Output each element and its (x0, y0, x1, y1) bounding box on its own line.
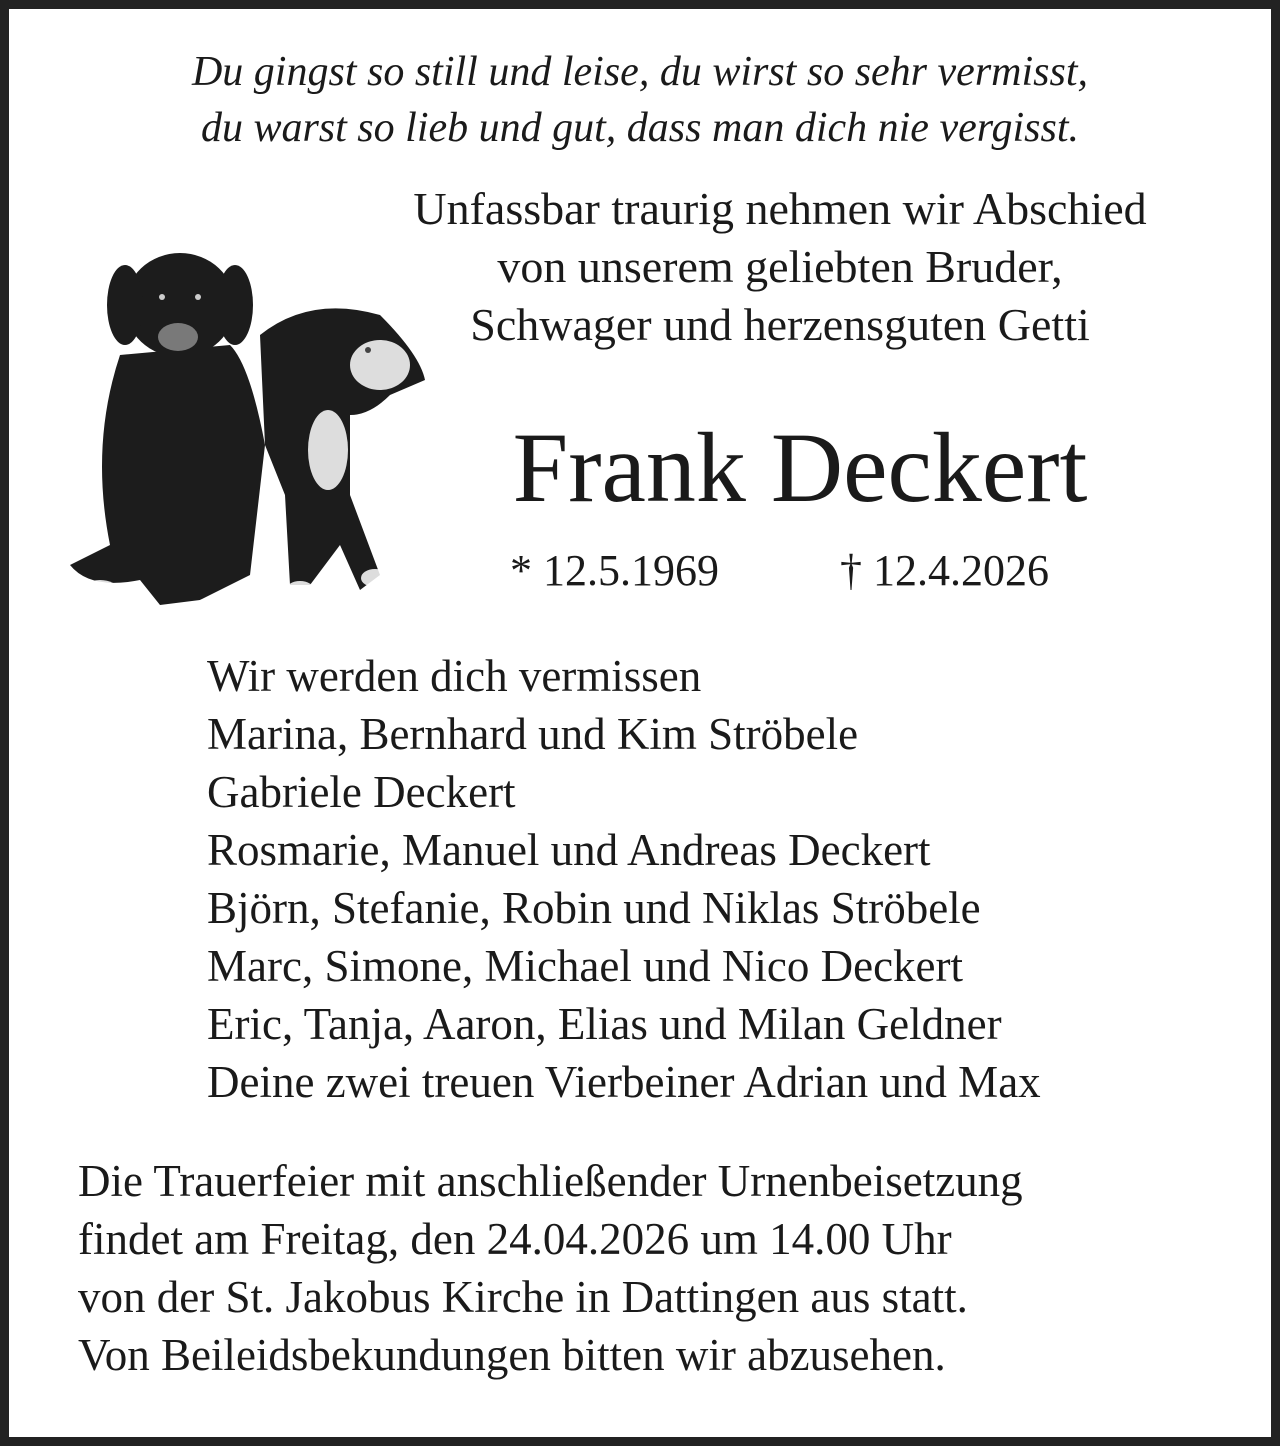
family-line: Deine zwei treuen Vierbeiner Adrian und Max (207, 1057, 1041, 1107)
motto-line-1: Du gingst so still und leise, du wirst so sehr vermisst, (191, 49, 1089, 95)
intro-line-2: von unserem geliebten Bruder, (497, 241, 1063, 292)
info-line: von der St. Jakobus Kirche in Dattingen aus statt. (78, 1272, 968, 1322)
info-line: findet am Freitag, den 24.04.2026 um 14.00 Uhr (78, 1214, 952, 1264)
family-line: Björn, Stefanie, Robin und Niklas Ströbele (207, 883, 981, 933)
family-line: Rosmarie, Manuel und Andreas Deckert (207, 825, 931, 875)
family-line: Marc, Simone, Michael und Nico Deckert (207, 941, 964, 991)
intro-line-1: Unfassbar traurig nehmen wir Abschied (413, 183, 1147, 234)
deceased-name: Frank Deckert (512, 412, 1088, 523)
intro-line-3: Schwager und herzensguten Getti (470, 299, 1090, 350)
family-line: Eric, Tanja, Aaron, Elias und Milan Geldner (207, 999, 1002, 1049)
family-line: Wir werden dich vermissen (207, 651, 702, 701)
death-date: † 12.4.2026 (840, 546, 1049, 595)
info-line: Von Beileidsbekundungen bitten wir abzusehen. (78, 1330, 946, 1380)
two-dogs-illustration (50, 245, 435, 635)
info-line: Die Trauerfeier mit anschließender Urnenbeisetzung (78, 1156, 1023, 1206)
birth-date: * 12.5.1969 (510, 546, 719, 595)
motto-line-2: du warst so lieb und gut, dass man dich nie vergisst. (200, 105, 1080, 151)
family-line: Marina, Bernhard und Kim Ströbele (207, 709, 859, 759)
family-line: Gabriele Deckert (207, 767, 516, 817)
